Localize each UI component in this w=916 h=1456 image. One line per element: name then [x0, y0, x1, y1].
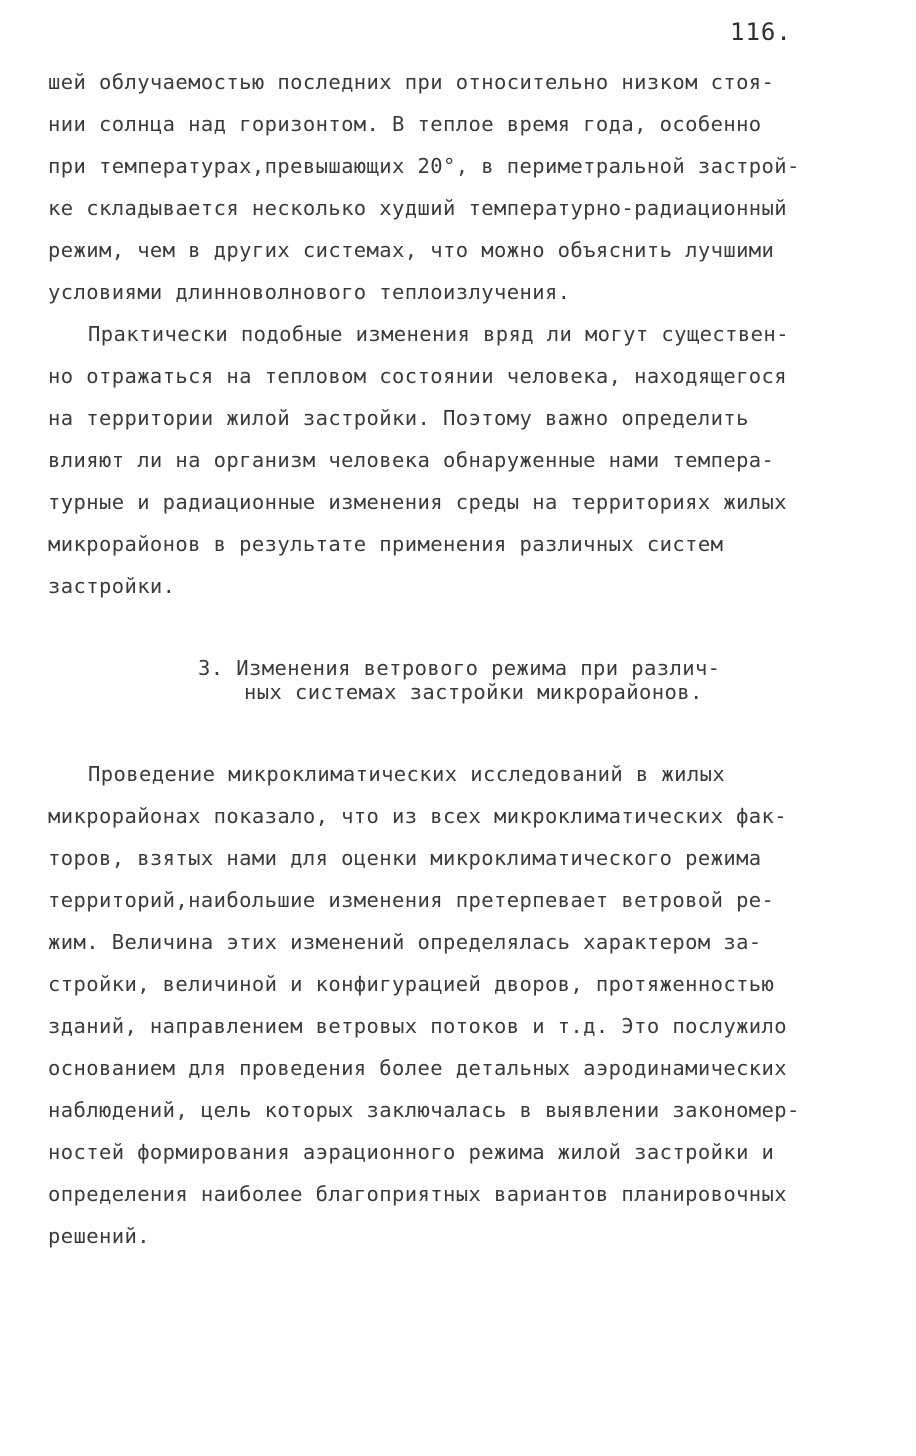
section-heading-line: 3. Изменения ветрового режима при различ- — [198, 656, 721, 680]
text-line: ке складывается несколько худший температурно-радиационный — [48, 196, 788, 220]
text-line: жим. Величина этих изменений определялась характером за- — [48, 930, 762, 954]
text-line: шей облучаемостью последних при относительно низком стоя- — [48, 70, 775, 94]
text-line: территорий,наибольшие изменения претерпевает ветровой ре- — [48, 888, 775, 912]
text-line: влияют ли на организм человека обнаруженные нами темпера- — [48, 448, 775, 472]
text-line: микрорайонах показало, что из всех микроклиматических фак- — [48, 804, 788, 828]
text-line: основанием для проведения более детальных аэродинамических — [48, 1056, 788, 1080]
text-line: наблюдений, цель которых заключалась в выявлении закономер- — [48, 1098, 800, 1122]
text-line: стройки, величиной и конфигурацией дворов, протяженностью — [48, 972, 775, 996]
text-line: режим, чем в других системах, что можно объяснить лучшими — [48, 238, 775, 262]
text-line: торов, взятых нами для оценки микроклиматического режима — [48, 846, 762, 870]
text-line: зданий, направлением ветровых потоков и т.д. Это послужило — [48, 1014, 788, 1038]
text-line: микрорайонов в результате применения различных систем — [48, 532, 724, 556]
text-line: Проведение микроклиматических исследований в жилых — [88, 762, 726, 786]
text-line: турные и радиационные изменения среды на территориях жилых — [48, 490, 788, 514]
text-line: ностей формирования аэрационного режима жилой застройки и — [48, 1140, 775, 1164]
text-line: при температурах,превышающих 20°, в периметральной застрой- — [48, 154, 800, 178]
text-line: на территории жилой застройки. Поэтому важно определить — [48, 406, 749, 430]
text-line: но отражаться на тепловом состоянии человека, находящегося — [48, 364, 788, 388]
text-line: Практически подобные изменения вряд ли могут существен- — [88, 322, 789, 346]
text-line: застройки. — [48, 574, 176, 598]
text-line: решений. — [48, 1224, 150, 1248]
page-number: 116. — [730, 18, 792, 46]
text-line: условиями длинноволнового теплоизлучения. — [48, 280, 571, 304]
text-line: определения наиболее благоприятных вариантов планировочных — [48, 1182, 788, 1206]
text-line: нии солнца над горизонтом. В теплое время года, особенно — [48, 112, 762, 136]
section-heading-line: ных системах застройки микрорайонов. — [244, 680, 703, 704]
